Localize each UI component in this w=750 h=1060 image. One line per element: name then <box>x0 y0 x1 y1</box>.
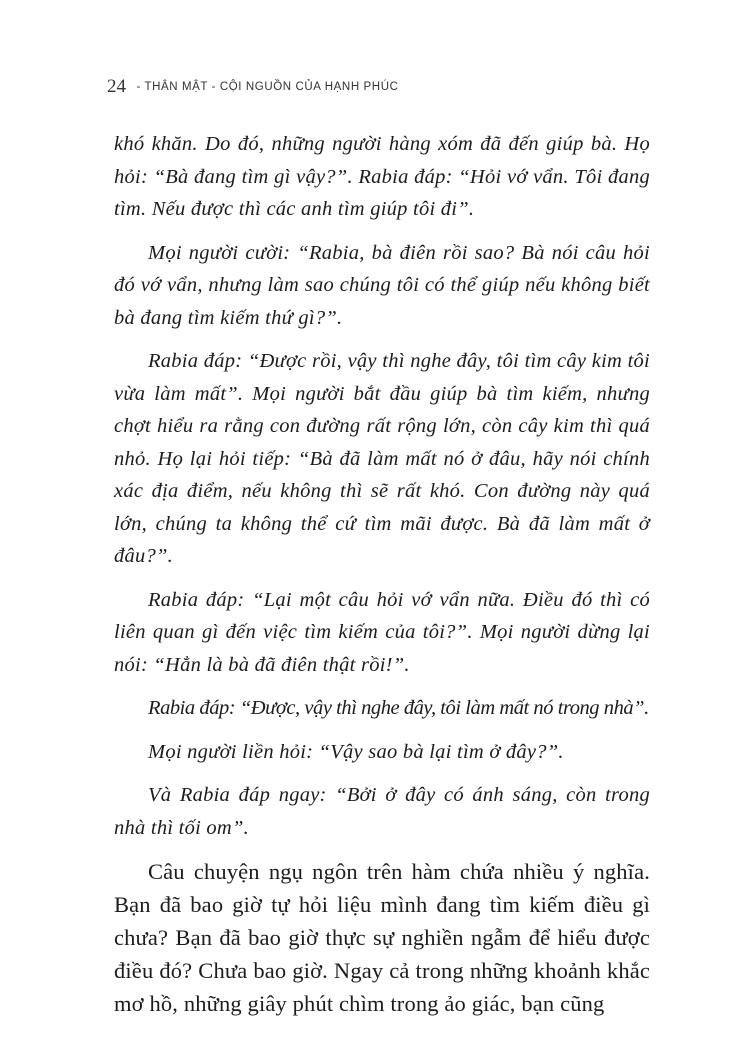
paragraph: khó khăn. Do đó, những người hàng xóm đã đến giúp bà. Họ hỏi: “Bà đang tìm gì vậy?”. Rabia đáp: “Hỏi vớ vẩn. Tôi đang tìm. Nếu được thì các anh tìm giúp tôi đi”. <box>114 133 650 220</box>
running-header <box>107 76 667 100</box>
paragraph: Mọi người cười: “Rabia, bà điên rồi sao? Bà nói câu hỏi đó vớ vẩn, nhưng làm sao chúng tôi có thể giúp nếu không biết bà đang tìm kiếm thứ gì?”. <box>114 241 650 329</box>
page-number: 24 <box>107 76 126 97</box>
paragraph: Rabia đáp: “Được rồi, vậy thì nghe đây, tôi tìm cây kim tôi vừa làm mất”. Mọi người bắt đầu giúp bà tìm kiếm, nhưng chợt hiểu ra rằng con đường rất rộng lớn, còn cây kim thì quá nhỏ. Họ lại hỏi tiếp: “Bà đã làm mất nó ở đâu, hãy nói chính xác địa điểm, nếu không thì sẽ rất khó. Con đường này quá lớn, chúng ta không thể cứ tìm mãi được. Bà đã làm mất ở đâu?”. <box>114 350 650 567</box>
paragraph: Rabia đáp: “Lại một câu hỏi vớ vẩn nữa. Điều đó thì có liên quan gì đến việc tìm kiếm của tôi?”. Mọi người dừng lại nói: “Hẳn là bà đã điên thật rồi!”. <box>114 588 650 676</box>
paragraph: Câu chuyện ngụ ngôn trên hàm chứa nhiều ý nghĩa. Bạn đã bao giờ tự hỏi liệu mình đang tìm kiếm điều gì chưa? Bạn đã bao giờ thực sự nghiền ngẫm để hiểu được điều đó? Chưa bao giờ. Ngay cả trong những khoảnh khắc mơ hồ, những giây phút chìm trong ảo giác, bạn cũng <box>114 859 650 1016</box>
paragraph: Rabia đáp: “Được, vậy thì nghe đây, tôi làm mất nó trong nhà”. <box>148 697 649 719</box>
paragraph: Mọi người liền hỏi: “Vậy sao bà lại tìm ở đây?”. <box>148 740 564 763</box>
paragraph: Và Rabia đáp ngay: “Bởi ở đây có ánh sáng, còn trong nhà thì tối om”. <box>114 784 650 839</box>
body-text <box>114 128 650 1020</box>
running-header-title: - THÂN MẬT - CỘI NGUỒN CỦA HẠNH PHÚC <box>136 81 399 93</box>
